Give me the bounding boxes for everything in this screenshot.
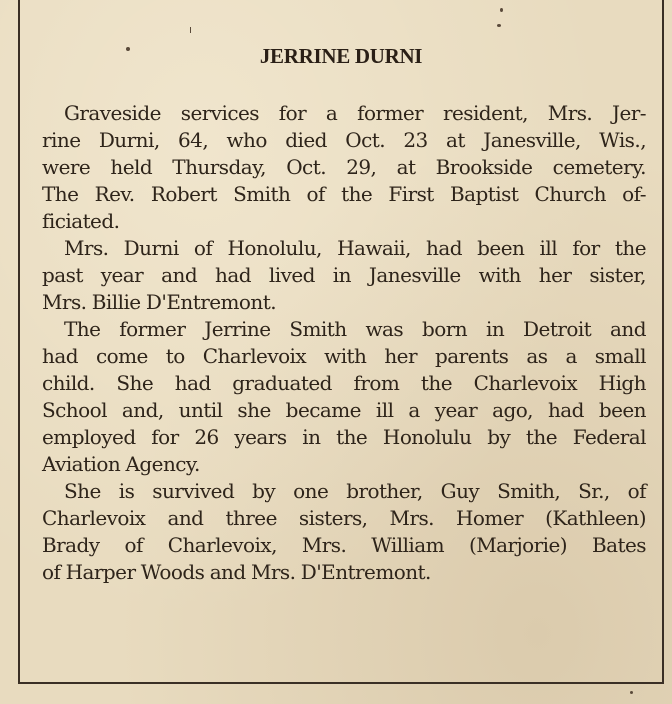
column-rule-right bbox=[662, 0, 664, 684]
text-line: The Rev. Robert Smith of the First Baptist Church of- bbox=[42, 182, 646, 206]
text-line: Brady of Charlevoix, Mrs. William (Marjorie) Bates bbox=[42, 533, 646, 557]
text-line: rine Durni, 64, who died Oct. 23 at Janesville, Wis., bbox=[42, 128, 646, 152]
ink-speck bbox=[190, 27, 191, 33]
obituary-headline: JERRINE DURNI bbox=[259, 44, 423, 68]
text-line: employed for 26 years in the Honolulu by the Federal bbox=[42, 425, 646, 449]
text-line: ficiated. bbox=[42, 209, 120, 233]
text-line: Mrs. Billie D'Entremont. bbox=[42, 290, 277, 314]
text-line: child. She had graduated from the Charlevoix High bbox=[42, 371, 646, 395]
obituary-body bbox=[42, 100, 646, 586]
text-line: past year and had lived in Janesville with her sister, bbox=[42, 263, 646, 287]
text-line: of Harper Woods and Mrs. D'Entremont. bbox=[42, 560, 431, 584]
text-line: She is survived by one brother, Guy Smith, Sr., of bbox=[64, 479, 646, 503]
text-line: Aviation Agency. bbox=[42, 452, 200, 476]
text-line: Mrs. Durni of Honolulu, Hawaii, had been ill for the bbox=[64, 236, 646, 260]
text-line: were held Thursday, Oct. 29, at Brookside cemetery. bbox=[42, 155, 646, 179]
ink-speck bbox=[500, 8, 503, 12]
column-rule-bottom bbox=[18, 682, 664, 684]
text-line: Graveside services for a former resident, Mrs. Jer- bbox=[64, 101, 646, 125]
column-rule-left bbox=[18, 0, 20, 684]
ink-speck bbox=[630, 691, 633, 694]
text-line: The former Jerrine Smith was born in Detroit and bbox=[64, 317, 646, 341]
text-line: had come to Charlevoix with her parents as a small bbox=[42, 344, 646, 368]
text-line: School and, until she became ill a year ago, had been bbox=[42, 398, 646, 422]
text-line: Charlevoix and three sisters, Mrs. Homer (Kathleen) bbox=[42, 506, 646, 530]
ink-speck bbox=[497, 24, 501, 27]
